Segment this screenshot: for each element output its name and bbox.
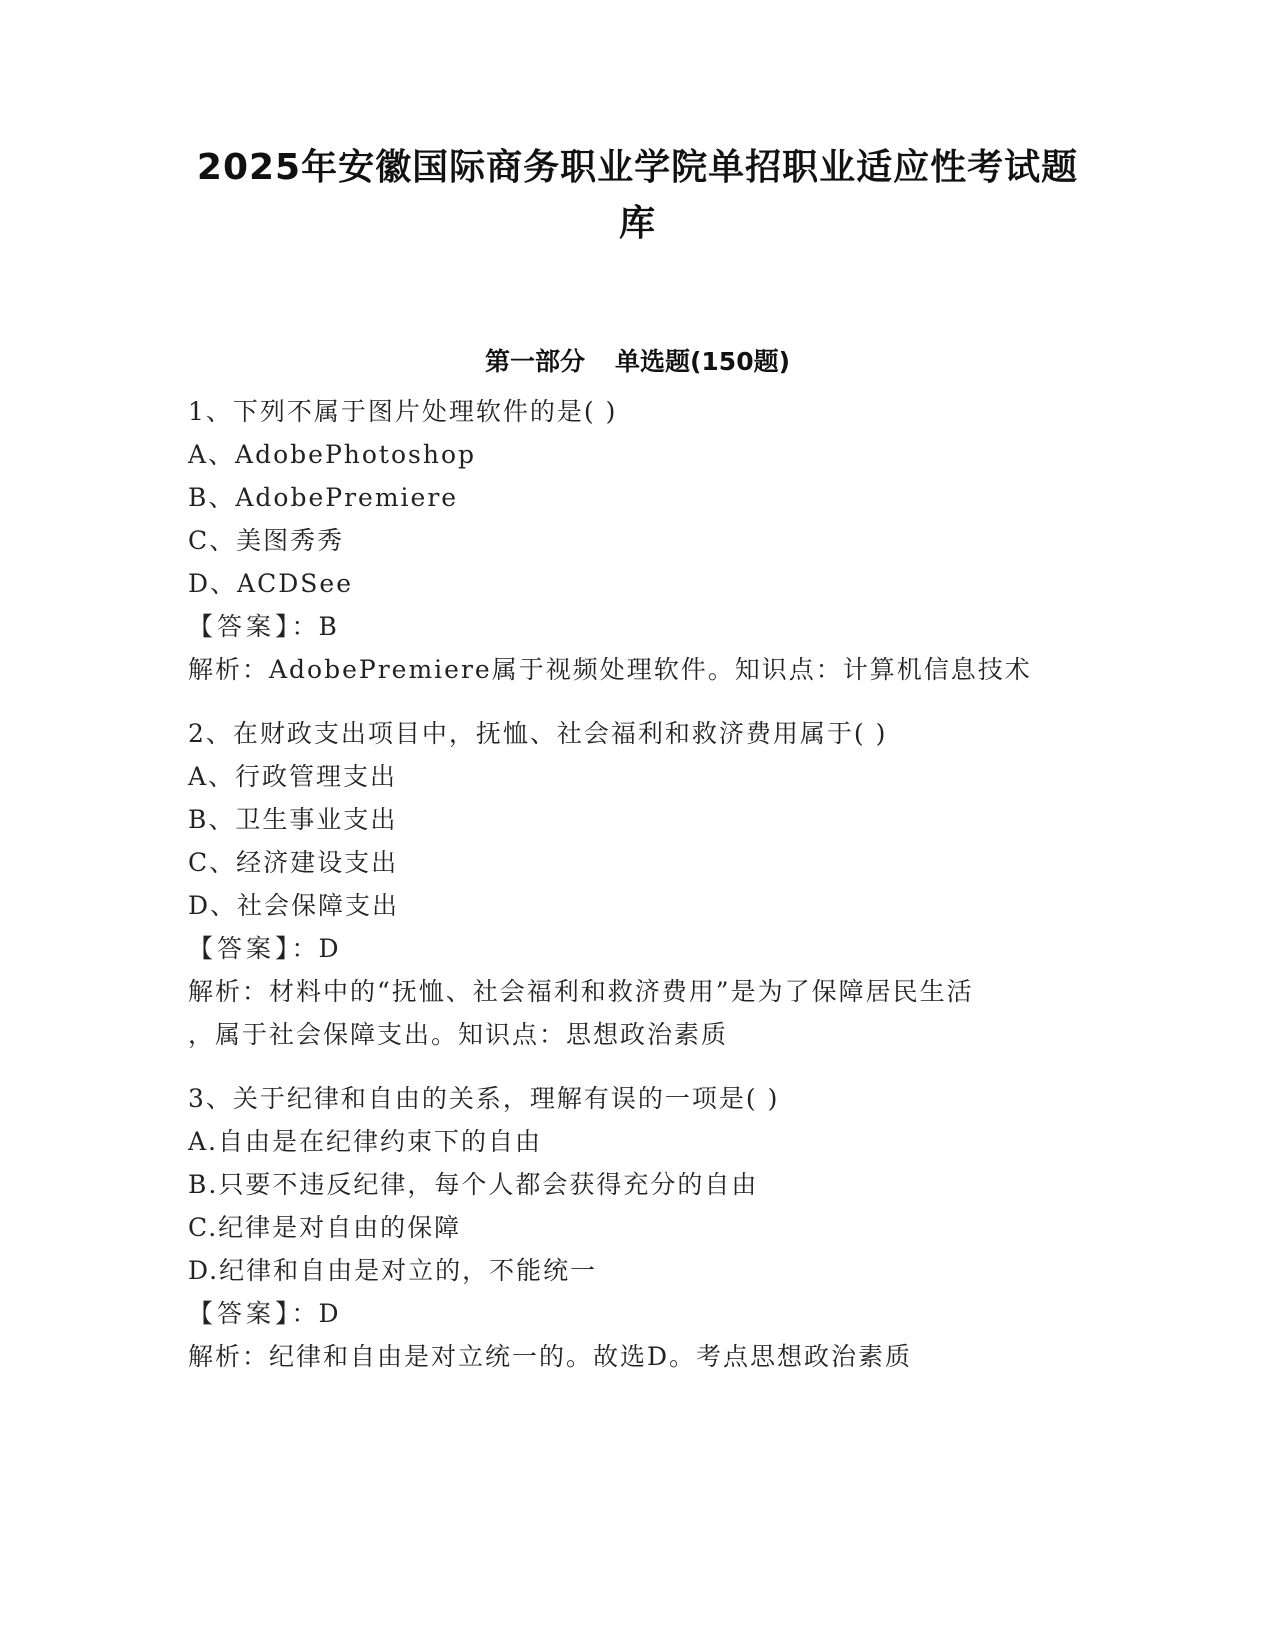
option-a: A、AdobePhotoshop — [188, 440, 477, 469]
option-a: A、行政管理支出 — [188, 762, 398, 791]
question-3 — [188, 1077, 1068, 1378]
section-heading — [180, 344, 1095, 380]
section-name: 单选题(150题) — [614, 347, 791, 376]
option-b: B.只要不违反纪律，每个人都会获得充分的自由 — [188, 1170, 759, 1199]
answer-value: ：B — [291, 612, 339, 641]
answer-line — [188, 605, 1068, 648]
document-title-line-1: 2025年安徽国际商务职业学院单招职业适应性考试题 — [196, 147, 1079, 188]
analysis-line: 解析：纪律和自由是对立统一的。故选D。考点思想政治素质 — [188, 1342, 913, 1371]
answer-value: ：D — [291, 934, 341, 963]
document-title-line-2: 库 — [618, 203, 656, 244]
option-c: C.纪律是对自由的保障 — [188, 1213, 462, 1242]
question-stem: 1、下列不属于图片处理软件的是( ) — [188, 397, 618, 426]
option-b: B、AdobePremiere — [188, 483, 459, 512]
analysis-line: 解析：AdobePremiere属于视频处理软件。知识点：计算机信息技术 — [188, 655, 1032, 684]
option-b: B、卫生事业支出 — [188, 805, 398, 834]
answer-value: ：D — [291, 1299, 341, 1328]
option-d: D.纪律和自由是对立的，不能统一 — [188, 1256, 598, 1285]
answer-label: 【答案】 — [188, 934, 292, 963]
document-title — [180, 140, 1095, 252]
answer-line — [188, 1292, 1068, 1335]
option-a: A.自由是在纪律约束下的自由 — [188, 1127, 543, 1156]
option-d: D、ACDSee — [188, 569, 353, 598]
answer-line — [188, 927, 1068, 970]
question-stem: 3、关于纪律和自由的关系，理解有误的一项是( ) — [188, 1084, 780, 1113]
question-list — [188, 390, 1068, 1399]
section-part: 第一部分 — [484, 347, 585, 376]
option-c: C、经济建设支出 — [188, 848, 399, 877]
analysis-line: ，属于社会保障支出。知识点：思想政治素质 — [188, 1020, 729, 1049]
question-2 — [188, 712, 1068, 1056]
question-1 — [188, 390, 1068, 691]
answer-label: 【答案】 — [188, 1299, 292, 1328]
option-d: D、社会保障支出 — [188, 891, 400, 920]
answer-label: 【答案】 — [188, 612, 292, 641]
option-c: C、美图秀秀 — [188, 526, 345, 555]
question-stem: 2、在财政支出项目中，抚恤、社会福利和救济费用属于( ) — [188, 719, 888, 748]
analysis-line: 解析：材料中的“抚恤、社会福利和救济费用”是为了保障居民生活 — [188, 977, 974, 1006]
